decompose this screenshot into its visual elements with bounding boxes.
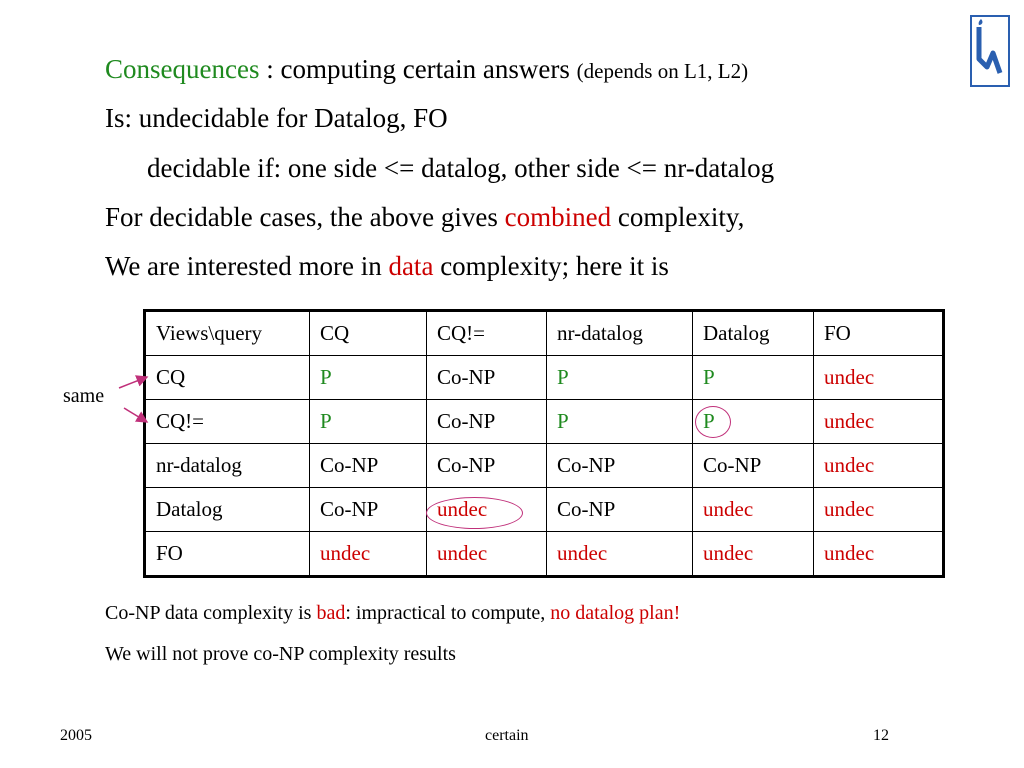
heading-keyword: Consequences (105, 54, 260, 84)
table-row-label: FO (145, 532, 310, 577)
table-cell: P (693, 400, 814, 444)
proof-note: We will not prove co-NP complexity results (105, 643, 456, 665)
table-cell: Co-NP (547, 444, 693, 488)
table-cell: undec (814, 356, 944, 400)
highlight-ellipse-undec (426, 497, 523, 529)
table-row-label: Datalog (145, 488, 310, 532)
table-cell: undec (693, 532, 814, 577)
table-cell: undec (310, 532, 427, 577)
table-cell: P (310, 400, 427, 444)
highlight-circle-p (695, 406, 731, 438)
table-cell: Co-NP (693, 444, 814, 488)
table-cell: Co-NP (427, 400, 547, 444)
table-header-cell: Datalog (693, 311, 814, 356)
table-cell: undec (427, 488, 547, 532)
conp-plan: no datalog plan! (550, 602, 681, 624)
arrow-to-cqneq-row (124, 408, 147, 422)
table-cell: undec (693, 488, 814, 532)
table-cell: Co-NP (310, 444, 427, 488)
table-cell: undec (814, 532, 944, 577)
footer-year: 2005 (60, 727, 92, 744)
table-row-label: CQ!= (145, 400, 310, 444)
table-header-cell: nr-datalog (547, 311, 693, 356)
footer-page: 12 (873, 727, 889, 744)
table-cell: Co-NP (427, 444, 547, 488)
heading-parenthetical: (depends on L1, L2) (576, 59, 749, 83)
arrow-to-cq-row (119, 377, 147, 388)
table-cell: P (547, 400, 693, 444)
table-header-cell: CQ (310, 311, 427, 356)
table-header-cell: Views\query (145, 311, 310, 356)
conp-bad: bad (316, 602, 346, 624)
combined-prefix: For decidable cases, the above gives (105, 202, 505, 232)
combined-suffix: complexity, (611, 202, 745, 232)
footer-title: certain (485, 727, 529, 744)
conp-prefix: Co-NP data complexity is (105, 602, 317, 624)
table-cell: P (547, 356, 693, 400)
table-cell: undec (814, 488, 944, 532)
data-keyword: data (388, 251, 434, 281)
same-label: same (63, 385, 105, 407)
conp-middle: : impractical to compute, (345, 602, 551, 624)
table-header-cell: CQ!= (427, 311, 547, 356)
table-cell: undec (814, 444, 944, 488)
undecidable-line: Is: undecidable for Datalog, FO (105, 103, 448, 133)
heading-text: : computing certain answers (259, 54, 577, 84)
table-row-label: nr-datalog (145, 444, 310, 488)
table-cell: P (310, 356, 427, 400)
conp-note (105, 599, 680, 627)
table-cell: Co-NP (547, 488, 693, 532)
table-row-label: CQ (145, 356, 310, 400)
decidable-line: decidable if: one side <= datalog, other side <= nr-datalog (147, 153, 775, 183)
table-cell: Co-NP (427, 356, 547, 400)
data-prefix: We are interested more in (105, 251, 389, 281)
table-cell: undec (427, 532, 547, 577)
table-cell: Co-NP (310, 488, 427, 532)
table-cell: undec (814, 400, 944, 444)
data-suffix: complexity; here it is (433, 251, 669, 281)
combined-keyword: combined (504, 202, 612, 232)
table-header-cell: FO (814, 311, 944, 356)
table-cell: undec (547, 532, 693, 577)
table-cell: P (693, 356, 814, 400)
